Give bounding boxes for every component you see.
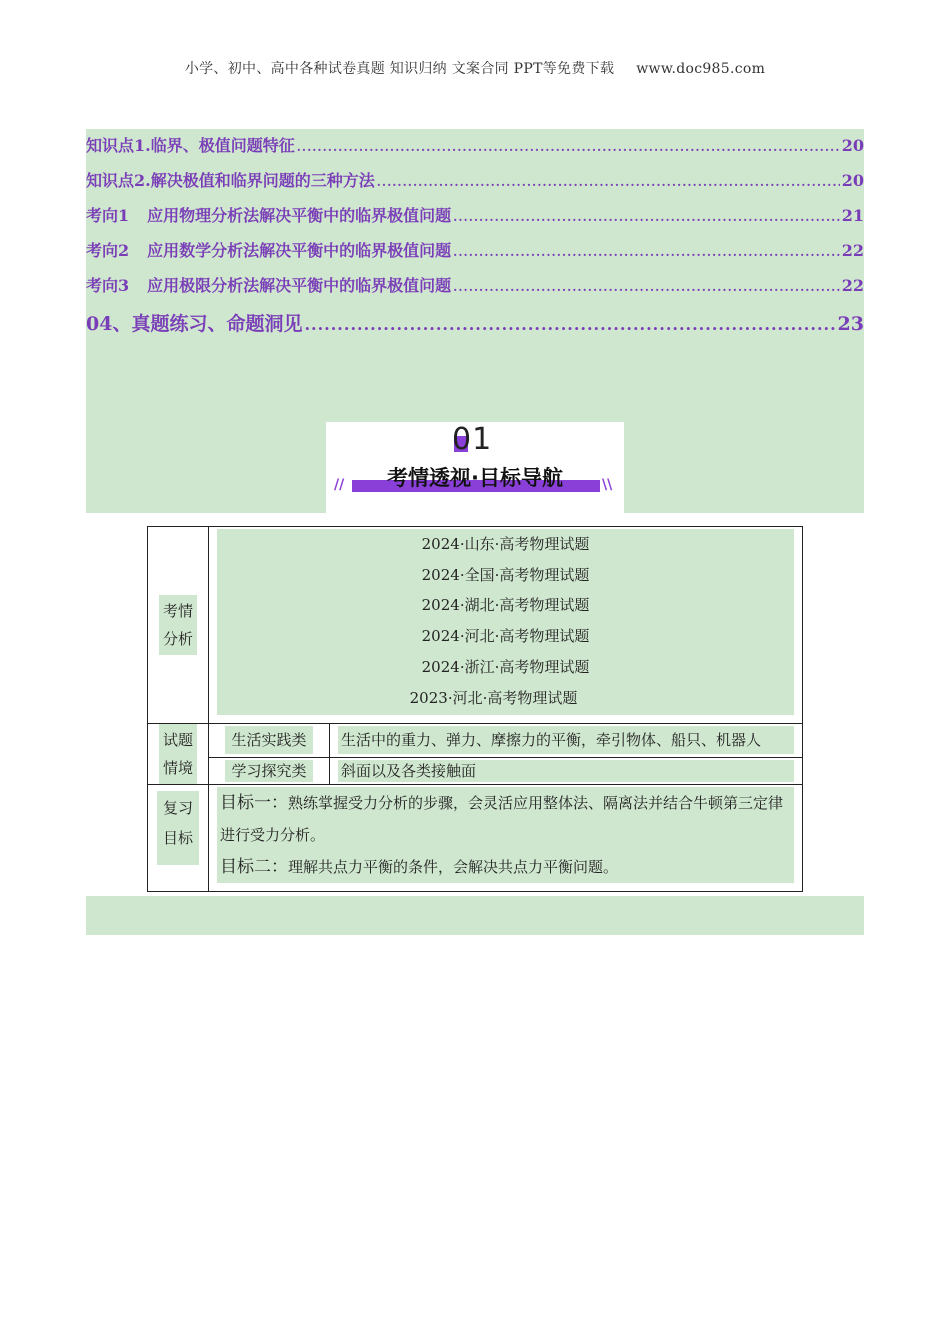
green-highlight-bar	[86, 896, 864, 935]
category-cell: 生活实践类	[209, 724, 330, 758]
goal-item: 目标二：理解共点力平衡的条件，会解决共点力平衡问题。	[220, 857, 619, 878]
row-label-context: 试题 情境	[148, 724, 209, 785]
context-text-cell: 斜面以及各类接触面	[330, 757, 803, 784]
header-text: 小学、初中、高中各种试卷真题 知识归纳 文案合同 PPT等免费下载	[184, 61, 615, 77]
exam-year-item: 2024·山东·高考物理试题	[421, 535, 590, 553]
table-row	[148, 527, 803, 724]
table-row	[148, 785, 803, 892]
goals-cell	[209, 785, 803, 892]
banner-slash-left: //	[334, 477, 345, 493]
section-number: 01	[452, 422, 493, 457]
banner-slash-right: \\	[602, 477, 613, 493]
table-row	[148, 757, 803, 784]
toc-item[interactable]: 考向3 应用极限分析法解决平衡中的临界极值问题 ..... 22	[86, 273, 864, 296]
category-cell: 学习探究类	[209, 757, 330, 784]
exam-year-item: 2024·浙江·高考物理试题	[421, 657, 590, 676]
context-text-cell: 生活中的重力、弹力、摩擦力的平衡，牵引物体、船只、机器人	[330, 724, 803, 758]
goal-item: 目标一：熟练掌握受力分析的步骤，会灵活应用整体法、隔离法并结合牛顿第三定律进行受力分析。	[220, 793, 784, 845]
exam-year-item: 2023·河北·高考物理试题	[409, 688, 578, 707]
row-label-goals: 复习 目标	[148, 785, 209, 892]
exam-year-item: 2024·全国·高考物理试题	[421, 565, 590, 584]
exam-years-cell	[209, 527, 803, 724]
page-header	[0, 58, 950, 78]
exam-analysis-table	[147, 526, 803, 892]
toc-item[interactable]: 考向2 应用数学分析法解决平衡中的临界极值问题 ..... 22	[86, 238, 864, 261]
toc-item[interactable]: 04、真题练习、命题洞见 ..... 23	[86, 309, 864, 336]
toc-item[interactable]: 考向1 应用物理分析法解决平衡中的临界极值问题 ..... 21	[86, 203, 864, 226]
exam-year-item: 2024·河北·高考物理试题	[421, 627, 590, 646]
exam-year-item: 2024·湖北·高考物理试题	[421, 596, 590, 615]
row-label-analysis: 考情 分析	[148, 527, 209, 724]
toc-item[interactable]: 知识点1.临界、极值问题特征 ..... 20	[86, 133, 864, 156]
table-row	[148, 724, 803, 758]
toc-item[interactable]: 知识点2.解决极值和临界问题的三种方法 ..... 20	[86, 168, 864, 191]
section-banner	[326, 422, 624, 513]
header-url[interactable]: www.doc985.com	[636, 61, 766, 77]
section-title: 考情透视·目标导航	[387, 466, 563, 490]
